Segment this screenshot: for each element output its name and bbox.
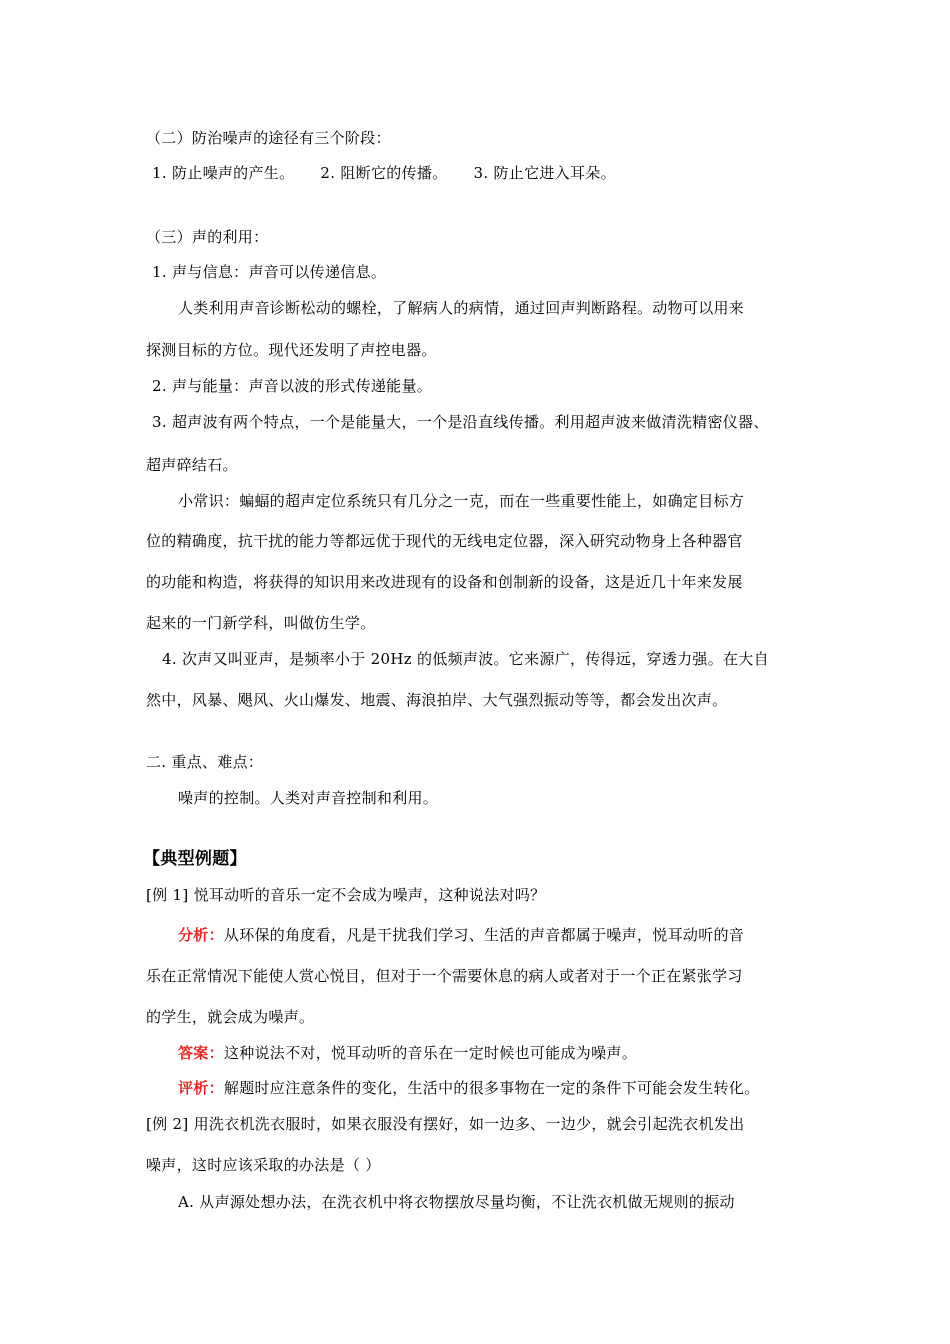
key-title: 二. 重点、难点： [146,753,264,771]
example-2-option-a: A. 从声源处想办法，在洗衣机中将衣物摆放尽量均衡，不让洗衣机做无规则的振动 [178,1193,735,1211]
example-2-question-b: 噪声，这时应该采取的办法是（ ） [146,1156,381,1174]
tip-line-c: 的功能和构造，将获得的知识用来改进现有的设备和创制新的设备，这是近几十年来发展 [146,573,743,591]
prevention-items [152,163,616,183]
example-1-question: [例 1] 悦耳动听的音乐一定不会成为噪声，这种说法对吗？ [146,886,546,904]
use-item-4-b: 然中，风暴、飓风、火山爆发、地震、海浪拍岸、大气强烈振动等等，都会发出次声。 [146,691,728,709]
prevention-item-2: 2. 阻断它的传播。 [320,164,448,182]
prevention-title: （二）防治噪声的途径有三个阶段： [146,129,391,147]
examples-heading: 【典型例题】 [143,849,247,869]
review-line [178,1078,759,1098]
tip-line-b: 位的精确度，抗干扰的能力等都远优于现代的无线电定位器，深入研究动物身上各种器官 [146,532,743,550]
use-item-3-b: 超声碎结石。 [146,456,238,474]
prevention-item-3: 3. 防止它进入耳朵。 [473,164,616,182]
review-text: 解题时应注意条件的变化，生活中的很多事物在一定的条件下可能会发生转化。 [223,1079,760,1097]
answer-text: 这种说法不对，悦耳动听的音乐在一定时候也可能成为噪声。 [223,1044,638,1062]
use-title: （三）声的利用： [146,228,269,246]
key-text: 噪声的控制。人类对声音控制和利用。 [178,789,439,807]
use-item-2: 2. 声与能量：声音以波的形式传递能量。 [152,377,433,395]
use-item-1-detail-a: 人类利用声音诊断松动的螺栓，了解病人的病情，通过回声判断路程。动物可以用来 [178,299,745,317]
analysis-label: 分析： [178,926,224,944]
use-item-1: 1. 声与信息：声音可以传递信息。 [152,263,387,281]
analysis-text-a: 从环保的角度看，凡是干扰我们学习、生活的声音都属于噪声，悦耳动听的音 [223,926,745,944]
prevention-item-1: 1. 防止噪声的产生。 [152,164,295,182]
tip-line-d: 起来的一门新学科，叫做仿生学。 [146,614,376,632]
use-item-4-a: 4. 次声又叫亚声，是频率小于 20Hz 的低频声波。它来源广，传得远，穿透力强。在大自 [162,650,769,668]
analysis-line-a [178,925,744,945]
answer-line [178,1043,637,1063]
example-2-question-a: [例 2] 用洗衣机洗衣服时，如果衣服没有摆好，如一边多、一边少，就会引起洗衣机发出 [146,1115,745,1133]
tip-line-a: 小常识：蝙蝠的超声定位系统只有几分之一克，而在一些重要性能上，如确定目标方 [178,492,745,510]
use-item-3-a: 3. 超声波有两个特点，一个是能量大，一个是沿直线传播。利用超声波来做清洗精密仪器、 [152,413,769,431]
answer-label: 答案： [178,1044,224,1062]
analysis-line-b: 乐在正常情况下能使人赏心悦目，但对于一个需要休息的病人或者对于一个正在紧张学习 [146,967,743,985]
use-item-1-detail-b: 探测目标的方位。现代还发明了声控电器。 [146,341,437,359]
analysis-line-c: 的学生，就会成为噪声。 [146,1008,315,1026]
review-label: 评析： [178,1079,224,1097]
